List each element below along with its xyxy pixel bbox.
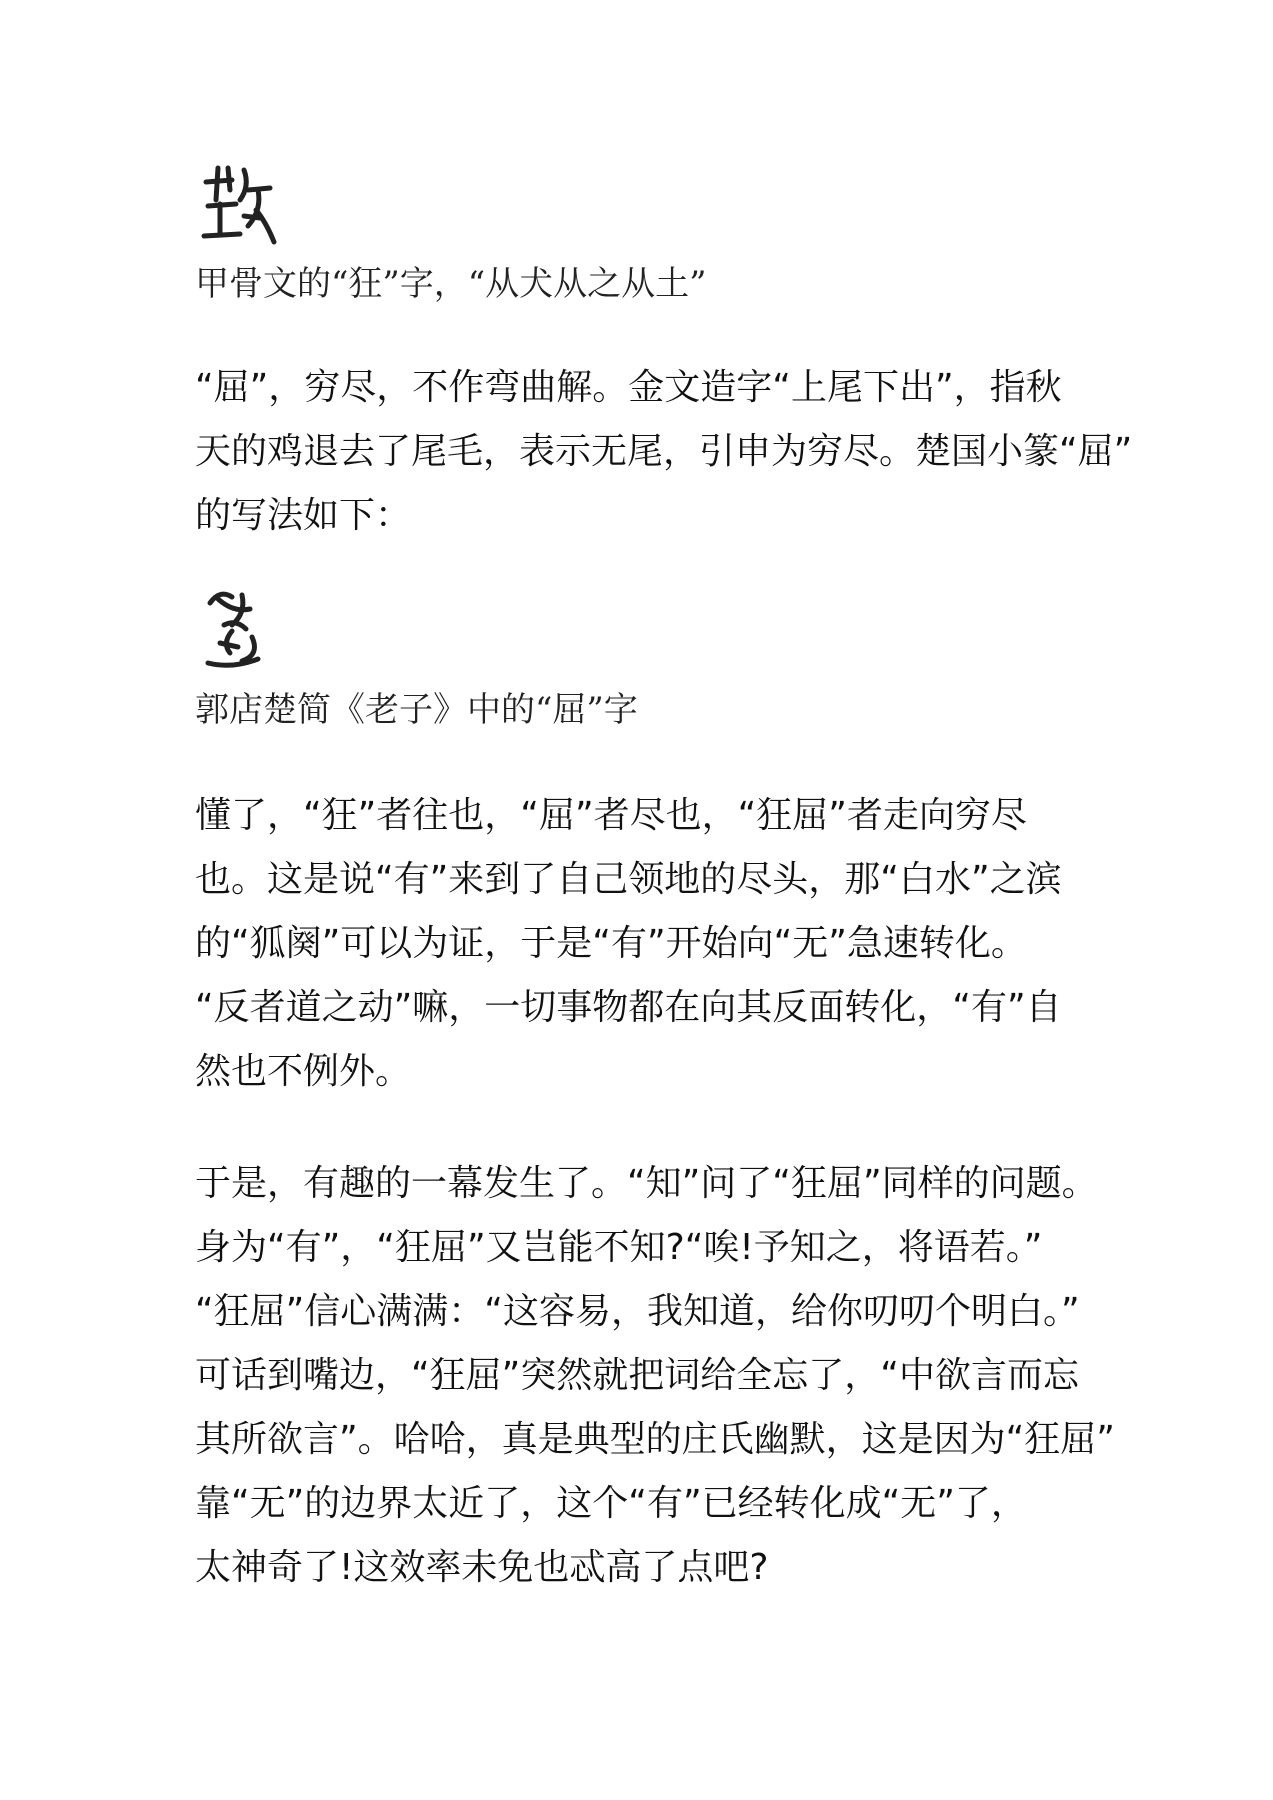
caption-chu-bamboo: 郭店楚简《老子》中的“屈”字 [195,690,638,730]
text-line: 太神奇了!这效率未免也忒高了点吧? [195,1547,769,1588]
text-line: 天的鸡退去了尾毛，表示无尾，引申为穷尽。楚国小篆“屈” [195,431,1133,472]
paragraph-kuangqu-meaning [195,784,1115,1104]
chu-bamboo-qu-glyph [202,585,272,675]
text-line: “反者道之动”嘛，一切事物都在向其反面转化，“有”自 [195,987,1062,1028]
paragraph-funny-scene [195,1152,1115,1600]
text-line: “屈”，穷尽，不作弯曲解。金文造字“上尾下出”，指秋 [195,367,1062,408]
caption-oracle-bone: 甲骨文的“狂”字，“从犬从之从土” [195,264,707,304]
text-line: 然也不例外。 [195,1051,412,1092]
oracle-bone-kuang-glyph [200,160,280,250]
paragraph-qu-meaning [195,356,1133,548]
text-line: 于是，有趣的一幕发生了。“知”问了“狂屈”同样的问题。 [195,1163,1098,1204]
chu-bamboo-qu-drawing [202,585,272,675]
text-line: 可话到嘴边，“狂屈”突然就把词给全忘了，“中欲言而忘 [195,1355,1079,1396]
text-line: 也。这是说“有”来到了自己领地的尽头，那“白水”之滨 [195,859,1062,900]
text-line: 的“狐阕”可以为证，于是“有”开始向“无”急速转化。 [195,923,1027,964]
oracle-bone-kuang-drawing [200,160,280,250]
text-line: 懂了，“狂”者往也，“屈”者尽也，“狂屈”者走向穷尽 [195,795,1027,836]
text-line: 的写法如下： [195,495,412,536]
text-line: 其所欲言”。哈哈，真是典型的庄氏幽默，这是因为“狂屈” [195,1419,1115,1460]
text-line: 靠“无”的边界太近了，这个“有”已经转化成“无”了， [195,1483,1027,1524]
text-line: “狂屈”信心满满：“这容易，我知道，给你叨叨个明白。” [195,1291,1080,1332]
text-line: 身为“有”，“狂屈”又岂能不知?“唉!予知之，将语若。” [195,1227,1043,1268]
